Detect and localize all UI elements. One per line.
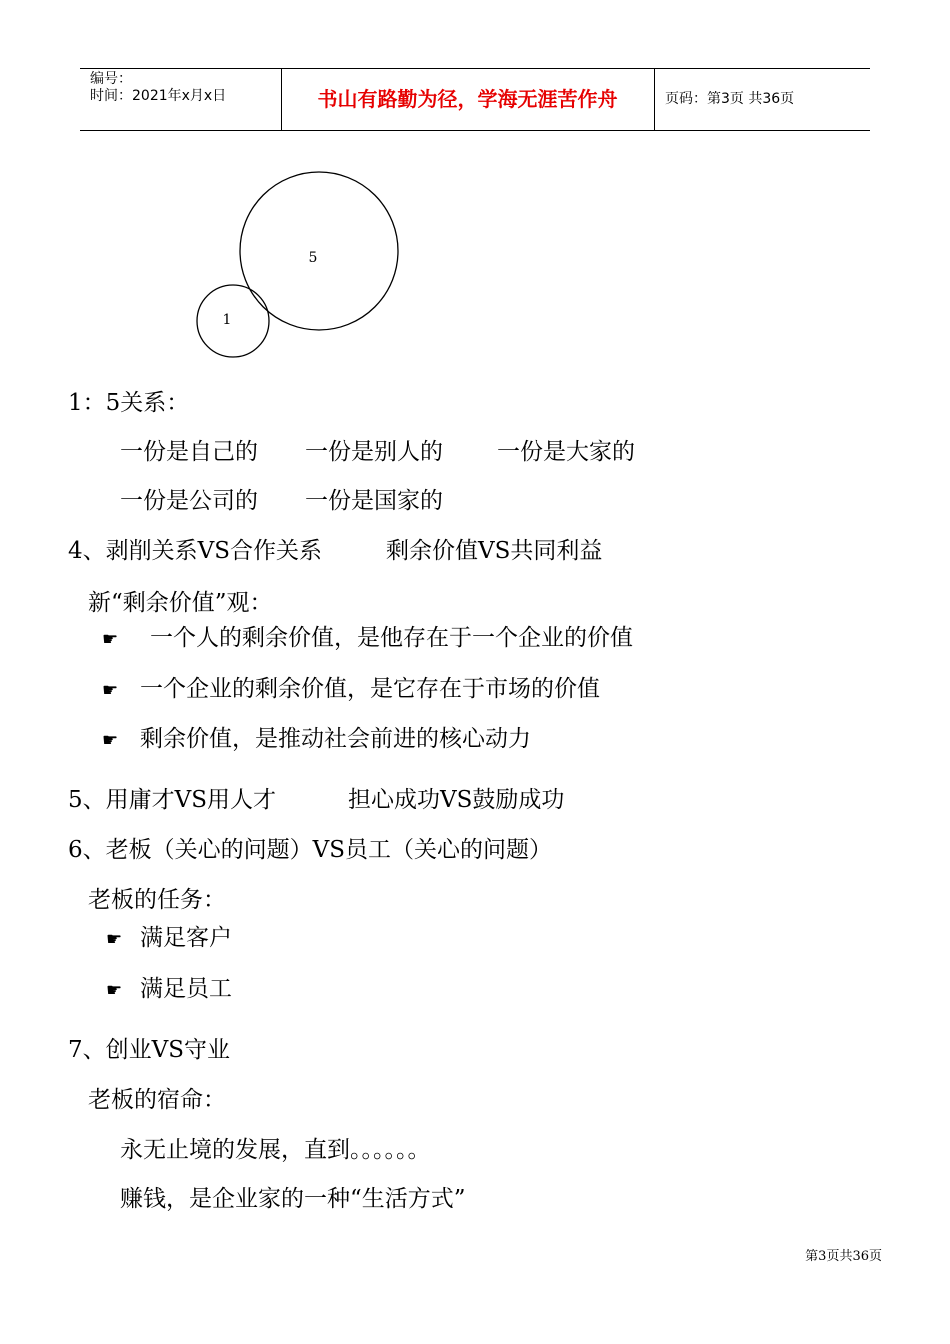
item-4-part-b: 剩余价值VS共同利益: [386, 538, 603, 564]
pointing-hand-icon: ☛: [102, 730, 119, 751]
bullet-item-3: 剩余价值，是推动社会前进的核心动力: [140, 726, 531, 752]
item-7: 7、创业VS守业: [68, 1037, 230, 1063]
big-circle-label: 5: [308, 250, 318, 266]
pointing-hand-icon: ☛: [102, 680, 119, 701]
bullet-item-5: 满足员工: [140, 976, 232, 1002]
share-country: 一份是国家的: [305, 488, 443, 514]
boss-destiny-heading: 老板的宿命：: [88, 1087, 226, 1113]
making-money-line: 赚钱，是企业家的一种“生活方式”: [120, 1186, 466, 1212]
page-footer: 第3页共36页: [805, 1249, 882, 1264]
item-5-part-a: 5、用庸才VS用人才: [68, 787, 276, 813]
pointing-hand-icon: ☛: [106, 980, 123, 1001]
share-everyone: 一份是大家的: [497, 439, 635, 465]
pointing-hand-icon: ☛: [106, 929, 123, 950]
small-circle-label: 1: [222, 312, 232, 328]
pointing-hand-icon: ☛: [102, 629, 119, 650]
page-code: 页码：第3页 共36页: [665, 91, 795, 107]
bullet-item-1: 一个人的剩余价值，是他存在于一个企业的价值: [150, 625, 633, 651]
motto: 书山有路勤为径，学海无涯苦作舟: [317, 87, 618, 111]
item-6: 6、老板（关心的问题）VS员工（关心的问题）: [68, 837, 552, 863]
small-circle: [197, 285, 269, 357]
number-label: 编号：: [90, 71, 132, 87]
share-others: 一份是别人的: [305, 439, 443, 465]
time-label: 时间：2021年x月x日: [90, 88, 227, 104]
share-self: 一份是自己的: [120, 439, 258, 465]
big-circle: [240, 172, 398, 330]
share-company: 一份是公司的: [120, 488, 258, 514]
boss-tasks-heading: 老板的任务：: [88, 887, 226, 913]
bullet-item-2: 一个企业的剩余价值，是它存在于市场的价值: [140, 676, 600, 702]
bullet-item-4: 满足客户: [140, 925, 232, 951]
item-4-part-a: 4、剥削关系VS合作关系: [68, 538, 322, 564]
surplus-value-heading: 新“剩余价值”观：: [88, 590, 273, 616]
item-5-part-b: 担心成功VS鼓励成功: [348, 787, 565, 813]
relation-heading: 1：5关系：: [68, 390, 190, 416]
circle-diagram: [0, 0, 950, 380]
endless-development: 永无止境的发展，直到。。。。。。: [120, 1137, 431, 1163]
